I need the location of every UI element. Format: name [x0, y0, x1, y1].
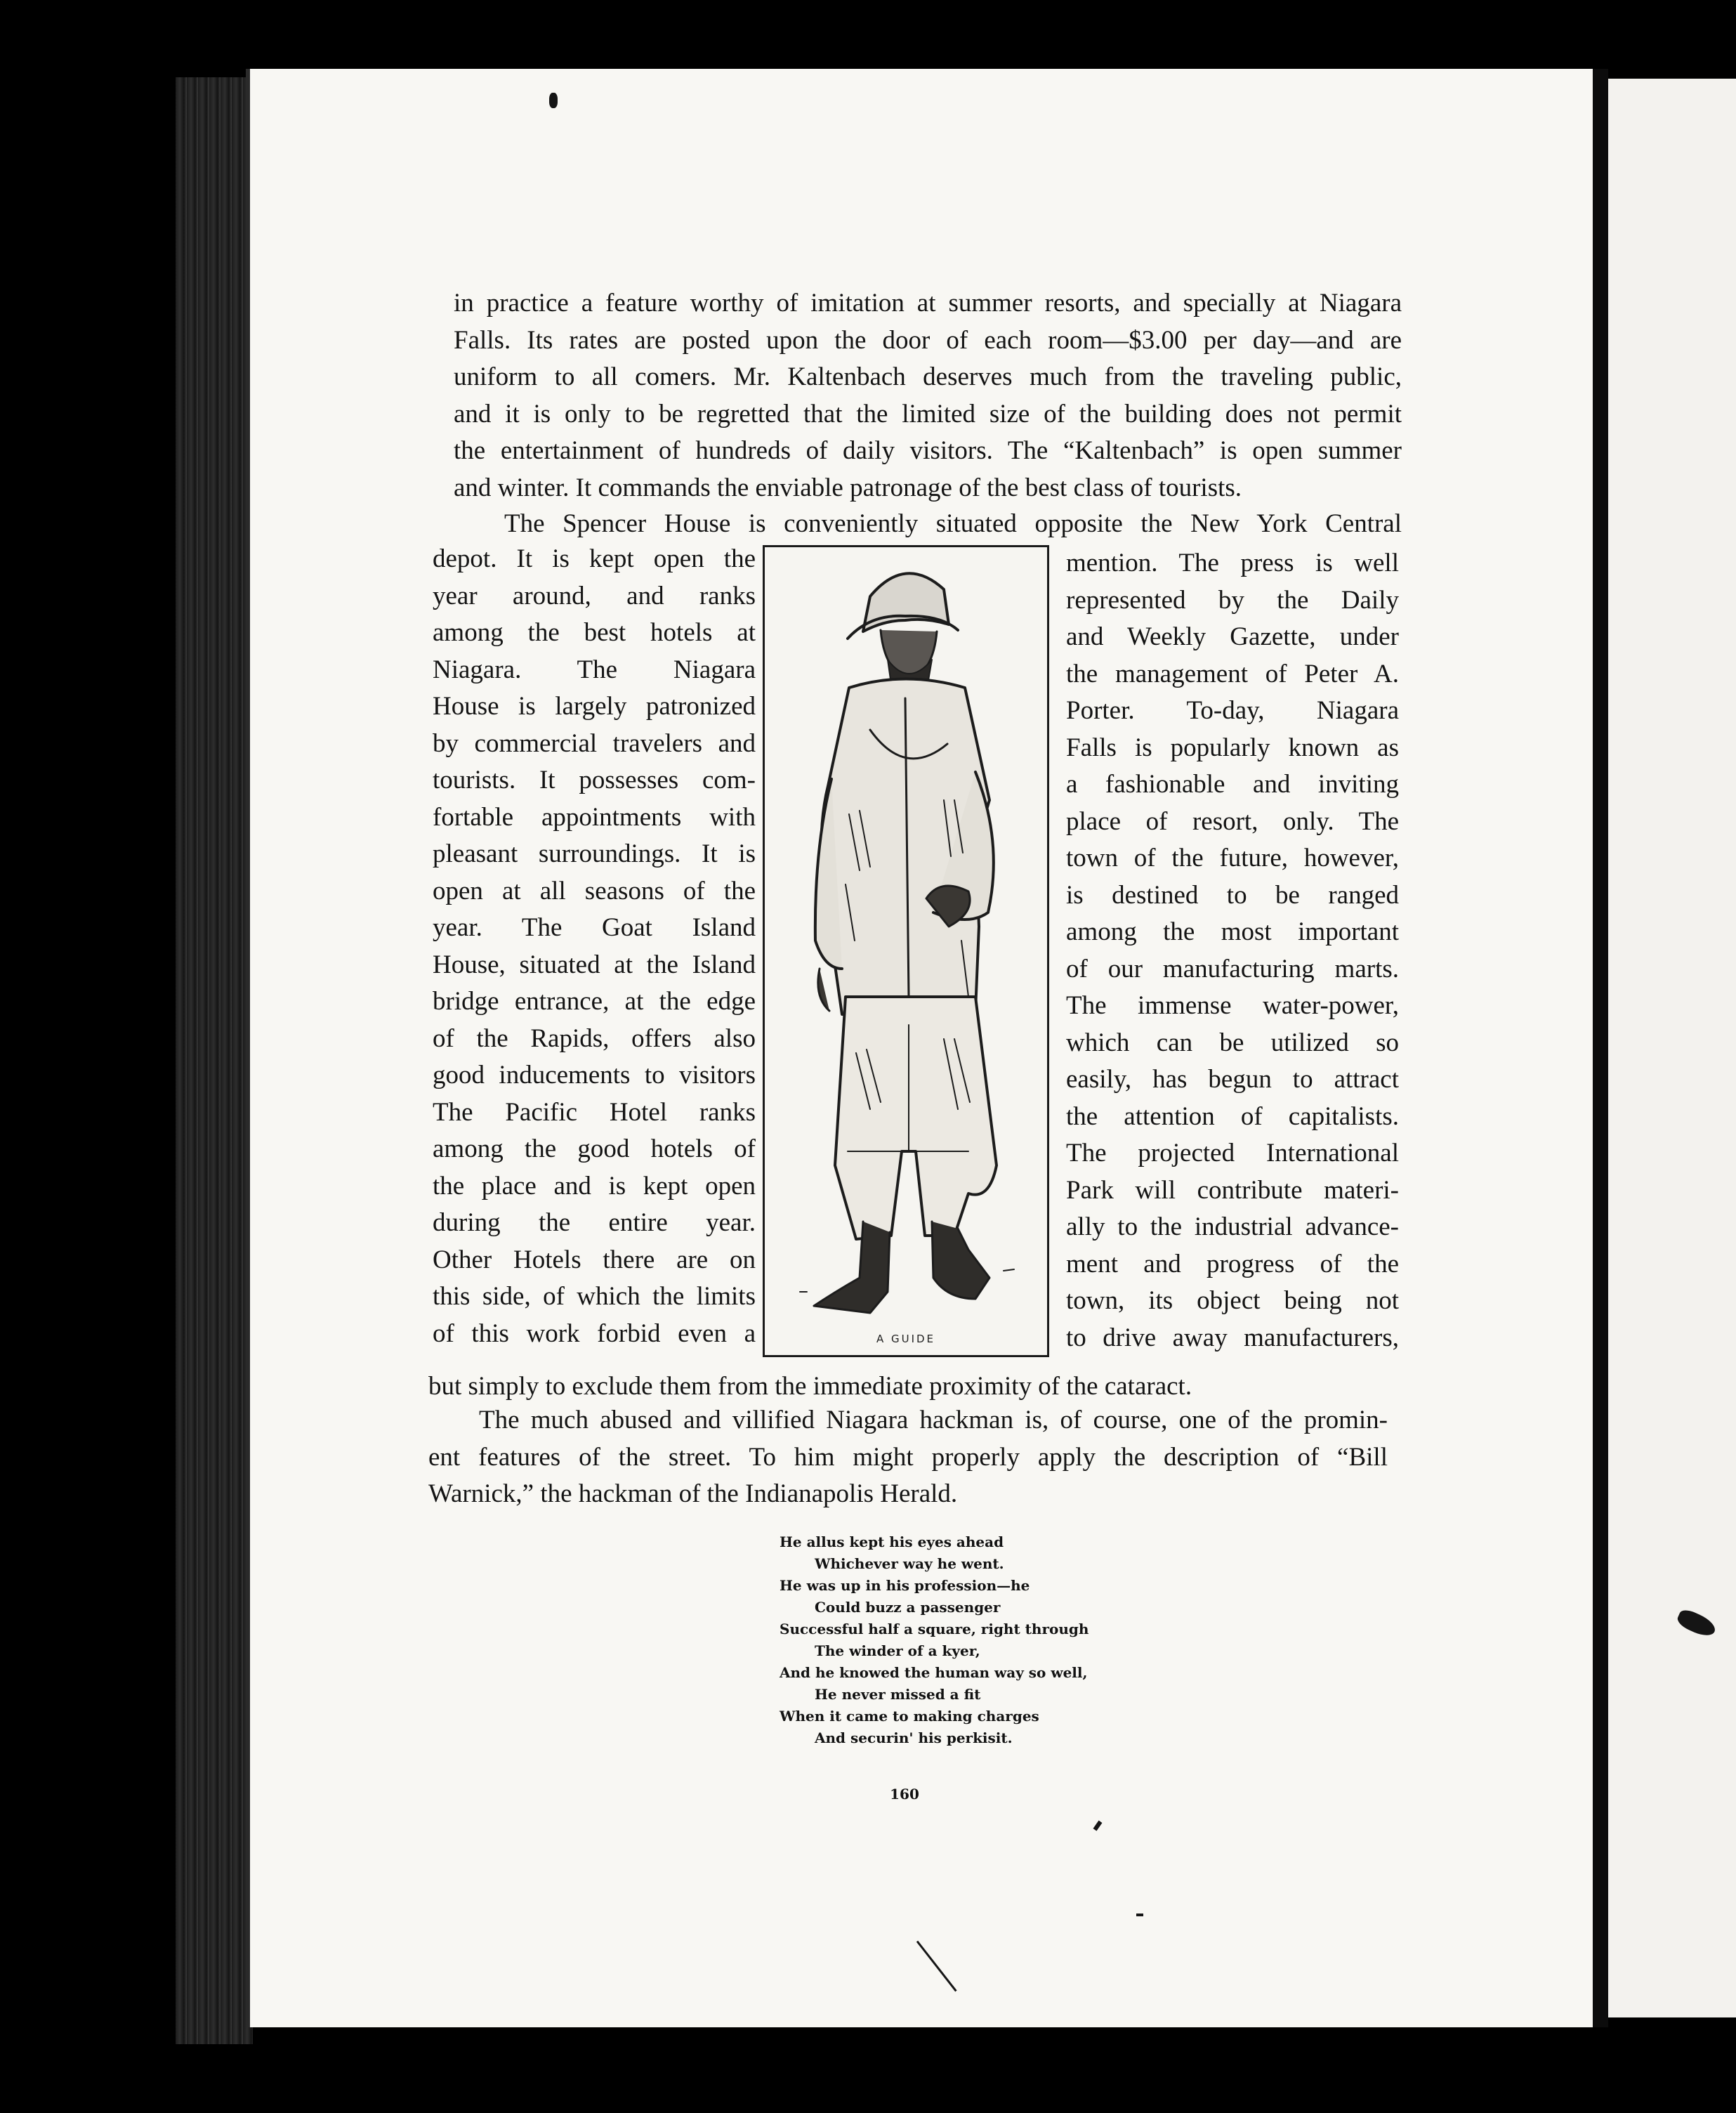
text-line: The Pacific Hotel ranks	[433, 1097, 756, 1127]
text-line: town, its object being not	[1066, 1286, 1399, 1315]
figure-caption: A GUIDE	[876, 1333, 936, 1345]
poem-line: And securin' his perkisit.	[815, 1729, 1013, 1746]
text-line: this side, of which the limits	[433, 1282, 756, 1311]
poem-line: He allus kept his eyes ahead	[780, 1533, 1004, 1550]
poem-line: Successful half a square, right through	[780, 1621, 1089, 1637]
text-line: town of the future, however,	[1066, 844, 1399, 872]
text-line: place of resort, only. The	[1066, 806, 1399, 836]
text-line: Falls is popularly known as	[1066, 733, 1399, 762]
text-line: Niagara. The Niagara	[433, 655, 756, 684]
poem-line: And he knowed the human way so well,	[780, 1664, 1088, 1681]
gutter-shadow	[1593, 69, 1608, 2027]
text-line: of the Rapids, offers also	[433, 1023, 756, 1053]
text-line: by commercial travelers and	[433, 728, 756, 758]
text-line: fortable appointments with	[433, 802, 756, 832]
paragraph-hackman	[428, 1402, 1388, 1513]
text-line: Falls. Its rates are posted upon the door of each room—$3.00 per day—and are	[454, 325, 1402, 355]
scan-speck	[549, 93, 558, 108]
text-line: among the good hotels of	[433, 1134, 756, 1163]
text-line: which can be utilized so	[1066, 1028, 1399, 1057]
text-line: The immense water-power,	[1066, 991, 1399, 1020]
text-line: Other Hotels there are on	[433, 1245, 756, 1274]
text-line: of this work forbid even a	[433, 1319, 756, 1348]
scan-speck	[1136, 1914, 1143, 1916]
text-line: the entertainment of hundreds of daily visitors. The “Kaltenbach” is open summer	[454, 436, 1402, 465]
text-line: bridge entrance, at the edge	[433, 987, 756, 1016]
paragraph-spencer-house-closing	[428, 1368, 1345, 1406]
text-line: year around, and ranks	[433, 581, 756, 610]
poem-line: He was up in his profession—he	[780, 1577, 1030, 1594]
text-line: and it is only to be regretted that the limited size of the building does not permit	[454, 399, 1402, 429]
guide-figure-drawing	[765, 547, 1047, 1355]
guide-illustration	[763, 545, 1049, 1357]
text-line: easily, has begun to attract	[1066, 1065, 1399, 1094]
text-line: The Spencer House is conveniently situated opposite the New York Central	[504, 509, 1402, 538]
ink-smudge	[1675, 1607, 1718, 1640]
text-line: and winter. It commands the enviable patronage of the best class of tourists.	[454, 473, 1242, 502]
facing-page-edge	[1608, 79, 1736, 2017]
text-line: in practice a feature worthy of imitation at summer resorts, and specially at Niagara	[454, 289, 1402, 318]
text-line: the place and is kept open	[433, 1171, 756, 1201]
text-line: uniform to all comers. Mr. Kaltenbach deserves much from the traveling public,	[454, 362, 1402, 391]
text-line: represented by the Daily	[1066, 585, 1399, 615]
text-line: and Weekly Gazette, under	[1066, 622, 1399, 651]
text-line: open at all seasons of the	[433, 876, 756, 905]
text-line: Porter. To-day, Niagara	[1066, 696, 1399, 725]
book-page-edges	[176, 77, 253, 2044]
text-line: The projected International	[1066, 1139, 1399, 1167]
text-line: among the best hotels at	[433, 618, 756, 647]
text-line: to drive away manufacturers,	[1066, 1323, 1399, 1352]
text-line: The much abused and villified Niagara hackman is, of course, one of the promin-	[479, 1406, 1388, 1434]
text-line: the management of Peter A.	[1066, 659, 1399, 688]
text-line: during the entire year.	[433, 1208, 756, 1237]
text-line: among the most important	[1066, 917, 1399, 946]
text-line: but simply to exclude them from the immediate proximity of the cataract.	[428, 1372, 1192, 1401]
left-text-column	[433, 541, 756, 1352]
poem-bill-warnick	[780, 1531, 1145, 1749]
text-line: ent features of the street. To him might properly apply the description of “Bill	[428, 1442, 1388, 1472]
text-line: of our manufacturing marts.	[1066, 954, 1399, 983]
text-line: Park will contribute materi-	[1066, 1175, 1399, 1205]
poem-line: He never missed a fit	[815, 1686, 981, 1703]
text-line: ment and progress of the	[1066, 1249, 1399, 1278]
paragraph-spencer-house-opening	[454, 506, 1402, 543]
text-line: House is largely patronized	[433, 692, 756, 721]
text-line: tourists. It possesses com-	[433, 766, 756, 794]
text-line: is destined to be ranged	[1066, 880, 1399, 910]
text-line: year. The Goat Island	[433, 913, 756, 942]
poem-line: Whichever way he went.	[815, 1555, 1004, 1572]
paragraph-kaltenbach	[454, 285, 1402, 506]
text-line: mention. The press is well	[1066, 549, 1399, 577]
poem-line: Could buzz a passenger	[815, 1599, 1001, 1616]
poem-line: When it came to making charges	[780, 1708, 1039, 1725]
text-line: House, situated at the Island	[433, 950, 756, 979]
poem-line: The winder of a kyer,	[815, 1642, 980, 1659]
text-line: the attention of capitalists.	[1066, 1101, 1399, 1131]
text-line: a fashionable and inviting	[1066, 770, 1399, 799]
text-line: pleasant surroundings. It is	[433, 839, 756, 868]
text-line: good inducements to visitors	[433, 1061, 756, 1090]
text-line: depot. It is kept open the	[433, 544, 756, 573]
text-line: ally to the industrial advance-	[1066, 1212, 1399, 1241]
page-number: 160	[890, 1786, 919, 1803]
right-text-column	[1066, 545, 1399, 1356]
text-line: Warnick,” the hackman of the Indianapolis Herald.	[428, 1479, 958, 1508]
